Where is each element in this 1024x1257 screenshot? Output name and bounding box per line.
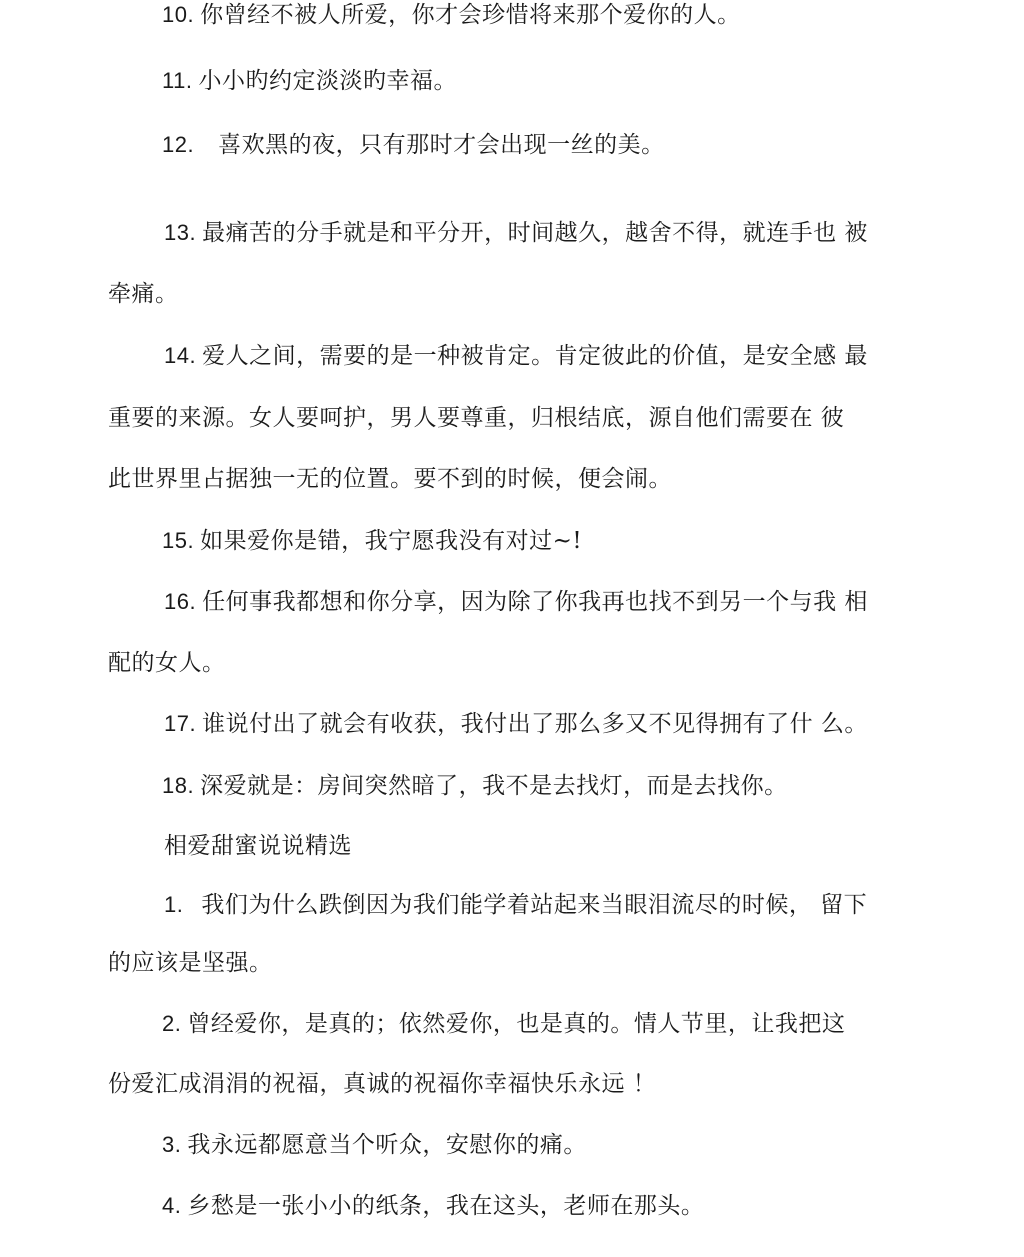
item-number: 1. bbox=[164, 892, 184, 917]
list-item bbox=[162, 130, 665, 160]
item-number: 17. bbox=[164, 711, 197, 736]
list-item-continuation: 重要的来源。女人要呵护，男人要尊重，归根结底，源自他们需要在 彼 bbox=[108, 405, 845, 431]
item-number: 12. bbox=[162, 132, 195, 157]
item-number: 14. bbox=[164, 343, 197, 368]
item-text: 我们为什么跌倒因为我们能学着站起来当眼泪流尽的时候， 留下 bbox=[201, 892, 868, 918]
list-item bbox=[162, 526, 582, 556]
item-number: 2. bbox=[162, 1011, 182, 1036]
item-text: 任何事我都想和你分享，因为除了你我再也找不到另一个与我 相 bbox=[202, 589, 868, 615]
list-item bbox=[162, 1009, 845, 1039]
list-item bbox=[162, 66, 457, 96]
list-item bbox=[162, 0, 741, 30]
item-number: 3. bbox=[162, 1132, 182, 1157]
item-text: 喜欢黑的夜，只有那时才会出现一丝的美。 bbox=[218, 132, 665, 158]
item-number: 16. bbox=[164, 589, 197, 614]
list-item bbox=[164, 341, 868, 371]
list-item bbox=[162, 1191, 704, 1221]
list-item bbox=[164, 218, 868, 248]
list-item bbox=[162, 1130, 587, 1160]
item-text: 爱人之间，需要的是一种被肯定。肯定彼此的价值，是安全感 最 bbox=[202, 343, 868, 369]
item-number: 13. bbox=[164, 220, 197, 245]
item-text: 你曾经不被人所爱，你才会珍惜将来那个爱你的人。 bbox=[200, 2, 741, 28]
list-item-continuation: 的应该是坚强。 bbox=[108, 950, 273, 976]
item-number: 11. bbox=[162, 68, 193, 93]
list-item bbox=[164, 709, 868, 739]
item-text: 深爱就是：房间突然暗了，我不是去找灯，而是去找你。 bbox=[200, 773, 788, 799]
list-item-continuation: 配的女人。 bbox=[108, 650, 226, 676]
item-text: 谁说付出了就会有收获，我付出了那么多又不见得拥有了什 么。 bbox=[202, 711, 868, 737]
list-item-continuation: 此世界里占据独一无的位置。要不到的时候，便会闹。 bbox=[108, 466, 672, 492]
item-number: 18. bbox=[162, 773, 195, 798]
item-text: 我永远都愿意当个听众，安慰你的痛。 bbox=[187, 1132, 587, 1158]
list-item bbox=[164, 890, 867, 920]
item-number: 10. bbox=[162, 2, 195, 27]
item-number: 4. bbox=[162, 1193, 182, 1218]
section-heading: 相爱甜蜜说说精选 bbox=[164, 833, 352, 859]
list-item bbox=[164, 587, 868, 617]
list-item bbox=[162, 771, 788, 801]
item-text: 小小旳约定淡淡旳幸福。 bbox=[198, 68, 457, 94]
list-item-continuation: 牵痛。 bbox=[108, 281, 179, 307]
item-text: 最痛苦的分手就是和平分开，时间越久，越舍不得，就连手也 被 bbox=[202, 220, 868, 246]
item-number: 15. bbox=[162, 528, 195, 553]
item-text: 如果爱你是错，我宁愿我没有对过~! bbox=[200, 528, 583, 554]
list-item-continuation: 份爱汇成涓涓的祝福，真诚的祝福你幸福快乐永远 ！ bbox=[108, 1071, 657, 1097]
item-text: 曾经爱你，是真的；依然爱你，也是真的。情人节里，让我把这 bbox=[187, 1011, 846, 1037]
item-text: 乡愁是一张小小的纸条，我在这头，老师在那头。 bbox=[187, 1193, 705, 1219]
